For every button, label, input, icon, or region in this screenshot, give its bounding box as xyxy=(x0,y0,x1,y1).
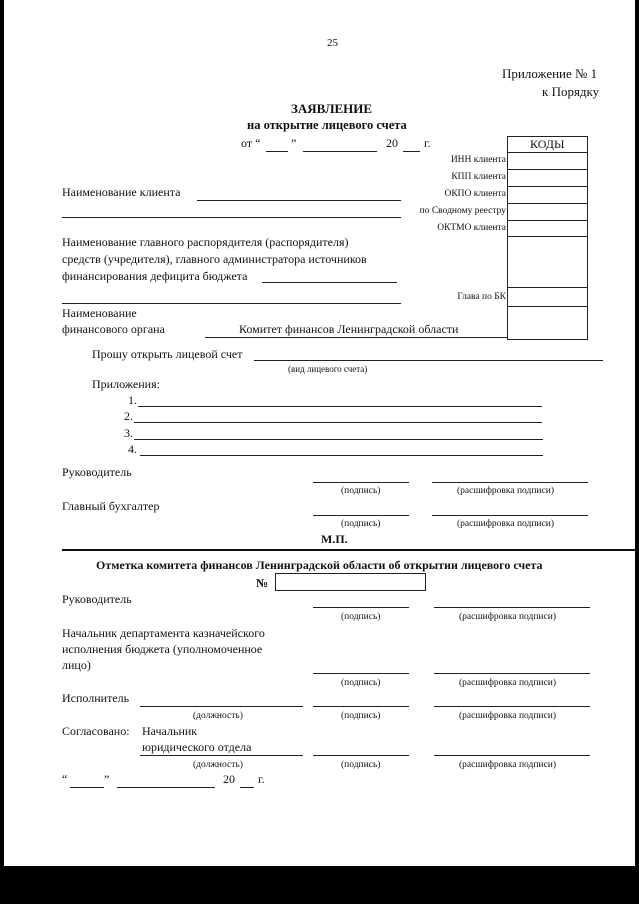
dept-signature-caption: (подпись) xyxy=(341,678,381,688)
attachment-2-num: 2. xyxy=(124,409,133,423)
executor-signature-caption: (подпись) xyxy=(341,711,381,721)
attachment-4-line xyxy=(140,455,543,456)
attachment-3-num: 3. xyxy=(124,426,133,440)
head-decoding-caption: (расшифровка подписи) xyxy=(457,486,554,496)
attachment-3-line xyxy=(134,439,543,440)
legal-signature-caption: (подпись) xyxy=(341,760,381,770)
chief-label: Начальник xyxy=(142,724,198,738)
accountant-signature-line xyxy=(313,515,409,516)
codes-row-divider xyxy=(507,203,588,204)
code-label-okpo: ОКПО клиента xyxy=(444,189,506,199)
request-caption: (вид лицевого счета) xyxy=(288,364,368,374)
date-year-prefix: 20 xyxy=(386,136,398,150)
attachment-2-line xyxy=(134,422,542,423)
attachment-4-num: 4. xyxy=(128,442,137,456)
stamp-label: М.П. xyxy=(321,532,348,546)
dept-line-1: Начальник департамента казначейского xyxy=(62,626,265,640)
legal-label: юридического отдела xyxy=(142,740,252,754)
gr-line-1: Наименование главного распорядителя (распорядителя) xyxy=(62,235,349,249)
dept-decoding-caption: (расшифровка подписи) xyxy=(459,678,556,688)
legal-position-line xyxy=(140,755,303,756)
dept-line-3: лицо) xyxy=(62,658,91,672)
appendix-line2: к Порядку xyxy=(542,84,600,99)
date-from-label: от “ xyxy=(241,136,261,150)
document-subtitle: на открытие лицевого счета xyxy=(247,118,407,132)
legal-position-caption: (должность) xyxy=(193,760,243,770)
executor-decoding-line xyxy=(434,706,590,707)
lower-head-decoding-caption: (расшифровка подписи) xyxy=(459,612,556,622)
fin-organ-value: Комитет финансов Ленинградской области xyxy=(239,322,459,336)
mark-title: Отметка комитета финансов Ленинградской области об открытии лицевого счета xyxy=(96,558,543,572)
bottom-date-year-line xyxy=(240,787,254,788)
bottom-date-quote-open: “ xyxy=(62,772,68,786)
gr-line-3: финансирования дефицита бюджета xyxy=(62,269,248,283)
client-name-label: Наименование клиента xyxy=(62,185,181,199)
codes-row-divider xyxy=(507,220,588,221)
date-year-line xyxy=(403,151,420,152)
gr-value-line xyxy=(262,282,397,283)
codes-row-divider xyxy=(507,152,588,153)
attachments-label: Приложения: xyxy=(92,377,160,391)
request-text: Прошу открыть лицевой счет xyxy=(92,347,243,361)
bottom-date-month-line xyxy=(117,787,215,788)
codes-row-divider xyxy=(507,236,588,237)
fin-organ-line xyxy=(205,337,507,338)
section-divider xyxy=(62,549,635,551)
client-name-line xyxy=(197,200,401,201)
gr-line-2: средств (учредителя), главного администратора источников xyxy=(62,252,367,266)
code-label-kpp: КПП клиента xyxy=(451,172,506,182)
gr-value-line-2 xyxy=(62,303,401,304)
head-signature-line xyxy=(313,482,409,483)
codes-header: КОДЫ xyxy=(530,137,565,151)
date-year-suffix: г. xyxy=(424,136,431,150)
accountant-label: Главный бухгалтер xyxy=(62,499,160,513)
lower-head-decoding-line xyxy=(434,607,590,608)
dept-signature-line xyxy=(313,673,409,674)
codes-table xyxy=(507,136,588,340)
executor-signature-line xyxy=(313,706,409,707)
code-label-glava: Глава по БК xyxy=(457,292,506,302)
fin-organ-line1: Наименование xyxy=(62,306,137,320)
date-month-line xyxy=(303,151,377,152)
lower-head-signature-line xyxy=(313,607,409,608)
code-label-inn: ИНН клиента xyxy=(450,155,506,165)
bottom-date-day-line xyxy=(70,787,104,788)
document-title: ЗАЯВЛЕНИЕ xyxy=(291,101,373,116)
lower-head-label: Руководитель xyxy=(62,592,132,606)
page-number: 25 xyxy=(327,37,338,49)
legal-decoding-line xyxy=(434,755,590,756)
dept-line-2: исполнения бюджета (уполномоченное xyxy=(62,642,263,656)
executor-position-line xyxy=(140,706,303,707)
accountant-signature-caption: (подпись) xyxy=(341,519,381,529)
legal-signature-line xyxy=(313,755,409,756)
code-label-oktmo: ОКТМО клиента xyxy=(437,223,506,233)
executor-decoding-caption: (расшифровка подписи) xyxy=(459,711,556,721)
agreed-label: Согласовано: xyxy=(62,724,130,738)
accountant-decoding-caption: (расшифровка подписи) xyxy=(457,519,554,529)
request-line xyxy=(254,360,603,361)
fin-organ-line2: финансового органа xyxy=(62,322,165,336)
date-quote-close: ” xyxy=(291,136,297,150)
bottom-date-year-suffix: г. xyxy=(258,772,265,786)
attachment-1-line xyxy=(138,406,542,407)
client-name-line-2 xyxy=(62,217,401,218)
head-signature-caption: (подпись) xyxy=(341,486,381,496)
codes-row-divider xyxy=(507,169,588,170)
head-label: Руководитель xyxy=(62,465,132,479)
codes-row-divider xyxy=(507,186,588,187)
bottom-date-quote-close: ” xyxy=(104,772,110,786)
account-number-box xyxy=(275,573,426,591)
head-decoding-line xyxy=(432,482,588,483)
mark-number-label: № xyxy=(256,576,269,590)
code-label-svodny: по Сводному реестру xyxy=(419,206,506,216)
date-day-line xyxy=(266,151,288,152)
appendix-line1: Приложение № 1 xyxy=(502,66,598,81)
bottom-date-year-prefix: 20 xyxy=(223,772,235,786)
executor-label: Исполнитель xyxy=(62,691,130,705)
dept-decoding-line xyxy=(434,673,590,674)
legal-decoding-caption: (расшифровка подписи) xyxy=(459,760,556,770)
codes-row-divider xyxy=(507,287,588,288)
attachment-1-num: 1. xyxy=(128,393,137,407)
document-page xyxy=(4,0,635,866)
accountant-decoding-line xyxy=(432,515,588,516)
executor-position-caption: (должность) xyxy=(193,711,243,721)
lower-head-signature-caption: (подпись) xyxy=(341,612,381,622)
codes-row-divider xyxy=(507,306,588,307)
